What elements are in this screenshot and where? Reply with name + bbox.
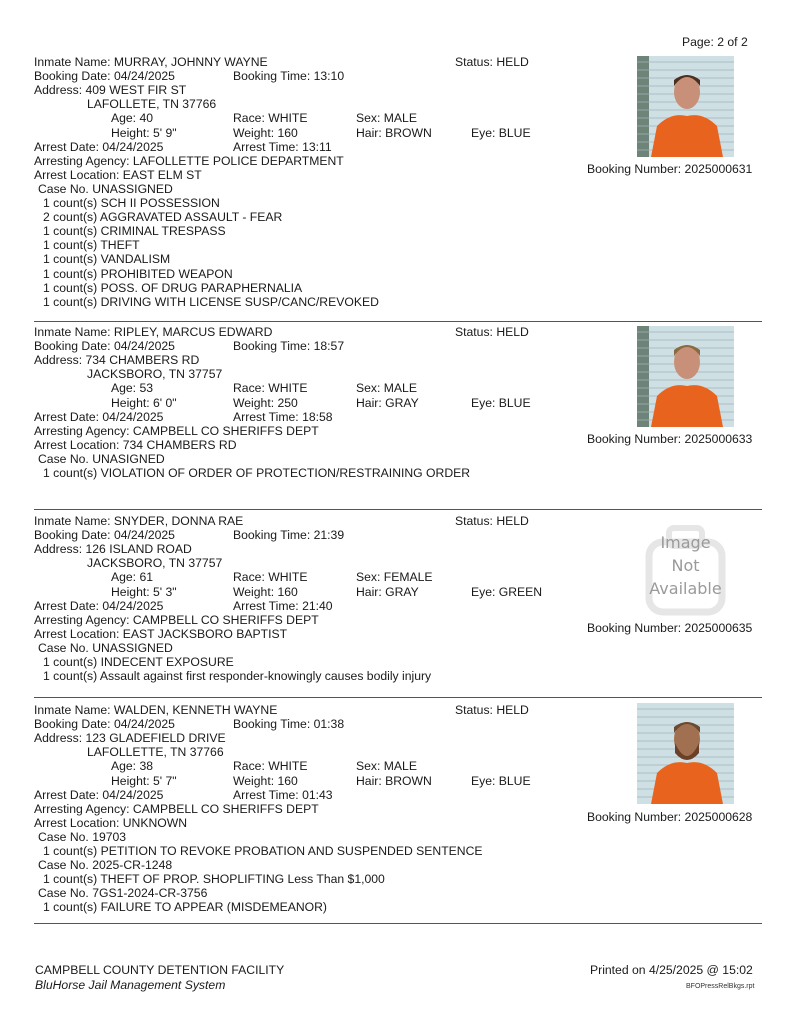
weight: Weight: 160 (233, 584, 298, 599)
booking-time: Booking Time: 18:57 (233, 339, 345, 354)
status: Status: HELD (455, 514, 529, 528)
arrest-location: Arrest Location: EAST ELM ST (34, 167, 202, 182)
arrest-time: Arrest Time: 01:43 (233, 787, 333, 802)
inmate-photo (637, 703, 734, 804)
address-line-1: Address: 123 GLADEFIELD DRIVE (34, 731, 226, 746)
address-line-2: JACKSBORO, TN 37757 (87, 556, 223, 571)
arrest-date: Arrest Date: 04/24/2025 (34, 139, 164, 154)
charge-line: 1 count(s) CRIMINAL TRESPASS (43, 224, 226, 239)
height: Height: 5' 7" (111, 773, 177, 788)
booking-time: Booking Time: 13:10 (233, 69, 345, 84)
address-line-2: LAFOLLETE, TN 37766 (87, 97, 217, 112)
charge-line: 1 count(s) PETITION TO REVOKE PROBATION AND SUSPENDED SENTENCE (43, 844, 483, 858)
height: Height: 5' 3" (111, 584, 177, 599)
arresting-agency: Arresting Agency: LAFOLLETTE POLICE DEPARTMENT (34, 153, 344, 168)
race: Race: WHITE (233, 759, 308, 774)
inmate-photo (637, 56, 734, 157)
eye: Eye: BLUE (471, 395, 531, 410)
image-not-available-placeholder (637, 520, 734, 621)
charge-line: 1 count(s) THEFT (43, 238, 140, 253)
charge-line: 1 count(s) FAILURE TO APPEAR (MISDEMEANOR) (43, 900, 327, 915)
case-number: Case No. 7GS1-2024-CR-3756 (38, 886, 208, 901)
printed-timestamp: Printed on 4/25/2025 @ 15:02 (590, 963, 753, 977)
arrest-time: Arrest Time: 18:58 (233, 409, 333, 424)
no-image-text: Available (649, 579, 722, 598)
sex: Sex: MALE (356, 111, 417, 126)
arrest-location: Arrest Location: 734 CHAMBERS RD (34, 437, 237, 452)
booking-date: Booking Date: 04/24/2025 (34, 717, 175, 732)
weight: Weight: 160 (233, 773, 298, 788)
record-divider (34, 923, 762, 924)
record-divider (34, 509, 762, 510)
booking-date: Booking Date: 04/24/2025 (34, 69, 175, 84)
weight: Weight: 160 (233, 125, 298, 140)
eye: Eye: GREEN (471, 584, 543, 599)
inmate-name: Inmate Name: WALDEN, KENNETH WAYNE (34, 703, 278, 717)
status: Status: HELD (455, 703, 529, 717)
booking-time: Booking Time: 01:38 (233, 717, 345, 732)
charge-line: 1 count(s) Assault against first responder-knowingly causes bodily injury (43, 669, 432, 684)
case-number: Case No. UNASIGNED (38, 451, 165, 466)
record-divider (34, 697, 762, 698)
sex: Sex: MALE (356, 759, 417, 774)
charge-line: 1 count(s) SCH II POSSESSION (43, 196, 220, 210)
arrest-location: Arrest Location: EAST JACKSBORO BAPTIST (34, 626, 288, 641)
arrest-date: Arrest Date: 04/24/2025 (34, 409, 164, 424)
inmate-name: Inmate Name: RIPLEY, MARCUS EDWARD (34, 325, 273, 339)
arrest-time: Arrest Time: 13:11 (233, 139, 332, 154)
case-number: Case No. 2025-CR-1248 (38, 858, 173, 873)
page-number: Page: 2 of 2 (682, 35, 748, 49)
eye: Eye: BLUE (471, 125, 531, 140)
age: Age: 61 (111, 570, 154, 585)
race: Race: WHITE (233, 111, 308, 126)
hair: Hair: GRAY (356, 584, 419, 599)
charge-line: 1 count(s) PROHIBITED WEAPON (43, 266, 233, 281)
address-line-1: Address: 734 CHAMBERS RD (34, 353, 200, 368)
inmate-name: Inmate Name: MURRAY, JOHNNY WAYNE (34, 55, 268, 69)
height: Height: 6' 0" (111, 395, 177, 410)
address-line-1: Address: 409 WEST FIR ST (34, 83, 187, 98)
status: Status: HELD (455, 325, 529, 339)
no-image-text: Image (660, 533, 711, 552)
inmate-photo (637, 326, 734, 427)
sex: Sex: MALE (356, 381, 417, 396)
age: Age: 38 (111, 759, 154, 774)
case-number: Case No. 19703 (38, 829, 127, 844)
address-line-2: JACKSBORO, TN 37757 (87, 367, 223, 382)
height: Height: 5' 9" (111, 125, 177, 140)
charge-line: 1 count(s) POSS. OF DRUG PARAPHERNALIA (43, 280, 303, 295)
charge-line: 1 count(s) THEFT OF PROP. SHOPLIFTING Less Than $1,000 (43, 872, 385, 887)
arresting-agency: Arresting Agency: CAMPBELL CO SHERIFFS DEPT (34, 612, 319, 627)
charge-line: 1 count(s) INDECENT EXPOSURE (43, 655, 234, 669)
arrest-time: Arrest Time: 21:40 (233, 598, 333, 613)
charge-line: 1 count(s) VANDALISM (43, 252, 171, 267)
booking-time: Booking Time: 21:39 (233, 528, 345, 543)
arresting-agency: Arresting Agency: CAMPBELL CO SHERIFFS DEPT (34, 801, 319, 816)
system-name: BluHorse Jail Management System (35, 978, 226, 992)
race: Race: WHITE (233, 570, 308, 585)
hair: Hair: GRAY (356, 395, 419, 410)
booking-date: Booking Date: 04/24/2025 (34, 339, 175, 354)
weight: Weight: 250 (233, 395, 298, 410)
report-filename: BFOPressRelBkgs.rpt (686, 983, 755, 990)
record-divider (34, 321, 762, 322)
sex: Sex: FEMALE (356, 570, 433, 585)
eye: Eye: BLUE (471, 773, 531, 788)
facility-name: CAMPBELL COUNTY DETENTION FACILITY (35, 963, 285, 977)
race: Race: WHITE (233, 381, 308, 396)
address-line-1: Address: 126 ISLAND ROAD (34, 542, 192, 557)
inmate-name: Inmate Name: SNYDER, DONNA RAE (34, 514, 244, 528)
hair: Hair: BROWN (356, 773, 432, 788)
address-line-2: LAFOLLETTE, TN 37766 (87, 745, 224, 760)
hair: Hair: BROWN (356, 125, 432, 140)
charge-line: 1 count(s) DRIVING WITH LICENSE SUSP/CANC/REVOKED (43, 294, 379, 309)
booking-number: Booking Number: 2025000633 (587, 432, 753, 446)
booking-date: Booking Date: 04/24/2025 (34, 528, 175, 543)
age: Age: 40 (111, 111, 154, 126)
case-number: Case No. UNASSIGNED (38, 181, 173, 196)
arrest-location: Arrest Location: UNKNOWN (34, 815, 188, 830)
charge-line: 1 count(s) VIOLATION OF ORDER OF PROTECTION/RESTRAINING ORDER (43, 466, 471, 480)
booking-number: Booking Number: 2025000635 (587, 621, 753, 635)
arrest-date: Arrest Date: 04/24/2025 (34, 598, 164, 613)
arrest-date: Arrest Date: 04/24/2025 (34, 787, 164, 802)
booking-number: Booking Number: 2025000631 (587, 162, 753, 176)
booking-number: Booking Number: 2025000628 (587, 810, 753, 824)
age: Age: 53 (111, 381, 154, 396)
no-image-text: Not (671, 556, 700, 575)
arresting-agency: Arresting Agency: CAMPBELL CO SHERIFFS DEPT (34, 423, 319, 438)
case-number: Case No. UNASSIGNED (38, 640, 173, 655)
status: Status: HELD (455, 55, 529, 69)
charge-line: 2 count(s) AGGRAVATED ASSAULT - FEAR (43, 210, 283, 225)
